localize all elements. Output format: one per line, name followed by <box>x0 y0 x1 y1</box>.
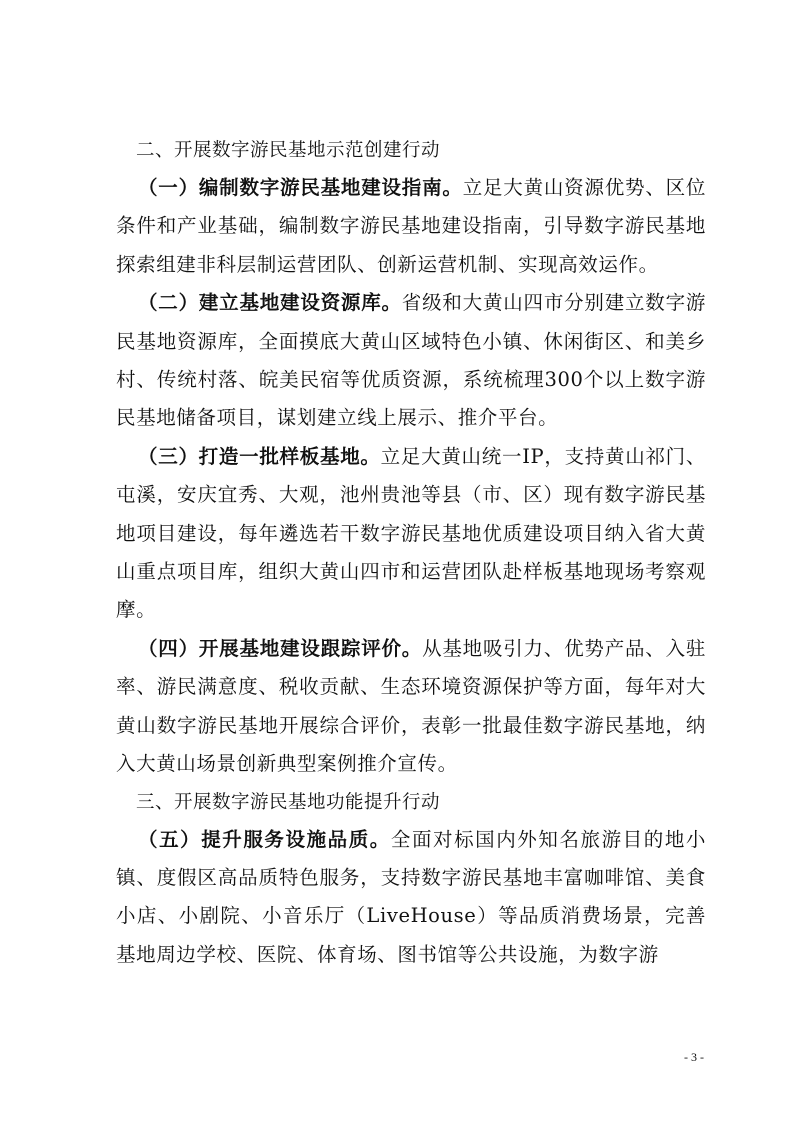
item-2-body: 省级和大黄山四市分别建立数字游民基地资源库，全面摸底大黄山区域特色小镇、休闲街区、和美乡村、传统村落、皖美民宿等优质资源，系统梳理300个以上数字游民基地储备项目，谋划建立线上展示、推介平台。 <box>116 291 706 430</box>
item-4-body: 从基地吸引力、优势产品、入驻率、游民满意度、税收贡献、生态环境资源保护等方面，每年对大黄山数字游民基地开展综合评价，表彰一批最佳数字游民基地，纳入大黄山场景创新典型案例推介宣传。 <box>116 636 706 776</box>
paragraph-item-1 <box>116 169 706 284</box>
paragraph-item-2 <box>116 284 706 438</box>
item-5-body: 全面对标国内外知名旅游目的地小镇、度假区高品质特色服务，支持数字游民基地丰富咖啡馆、美食小店、小剧院、小音乐厅（LiveHouse）等品质消费场景，完善基地周边学校、医院、体育场、图书馆等公共设施，为数字游 <box>116 827 706 966</box>
item-1-lead: （一）编制数字游民基地建设指南。 <box>138 176 463 199</box>
item-1-body: 立足大黄山资源优势、区位条件和产业基础，编制数字游民基地建设指南，引导数字游民基地探索组建非科层制运营团队、创新运营机制、实现高效运作。 <box>116 176 707 276</box>
item-3-body: 立足大黄山统一IP，支持黄山祁门、屯溪，安庆宜秀、大观，池州贵池等县（市、区）现有数字游民基地项目建设，每年遴选若干数字游民基地优质建设项目纳入省大黄山重点项目库，组织大黄山四市和运营团队赴样板基地现场考察观摩。 <box>116 444 706 622</box>
section-heading-2: 二、开展数字游民基地示范创建行动 <box>136 140 441 161</box>
document-body <box>116 132 706 974</box>
page-number: - 3 - <box>684 1050 704 1064</box>
section-heading-3: 三、开展数字游民基地功能提升行动 <box>136 791 441 813</box>
item-4-lead: （四）开展基地建设跟踪评价。 <box>138 636 423 660</box>
paragraph-item-3 <box>116 438 706 630</box>
paragraph-item-4 <box>116 630 706 784</box>
paragraph-item-5 <box>116 821 706 975</box>
item-2-lead: （二）建立基地建设资源库。 <box>138 291 402 315</box>
item-3-lead: （三）打造一批样板基地。 <box>138 444 381 468</box>
item-5-lead: （五）提升服务设施品质。 <box>138 827 391 851</box>
